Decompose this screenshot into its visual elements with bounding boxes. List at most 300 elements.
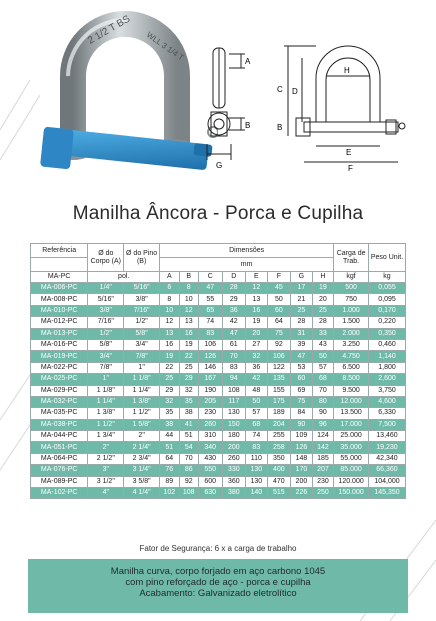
stamp-right: WLL 3 1/4 T <box>144 30 186 63</box>
cell-c: 74 <box>198 317 222 328</box>
cell-carga: 8.500 <box>334 374 369 385</box>
cell-g: 39 <box>291 339 313 350</box>
cell-a: 22 <box>160 362 179 373</box>
cell-h: 25 <box>312 305 334 316</box>
cell-b: 32 <box>179 385 198 396</box>
cell-f: 106 <box>267 351 291 362</box>
header-pol: pol. <box>88 272 160 283</box>
cell-ref: MA-022-PC <box>31 362 88 373</box>
cell-c: 146 <box>198 362 222 373</box>
cell-b: 19 <box>179 339 198 350</box>
cell-a: 76 <box>160 465 179 476</box>
cell-f: 258 <box>267 442 291 453</box>
cell-b: 25 <box>179 362 198 373</box>
table-row <box>31 408 406 419</box>
cell-corpo: 1/2" <box>88 328 124 339</box>
header-dimensoes: Dimensões <box>160 244 334 258</box>
cell-g: 17 <box>291 283 313 294</box>
cell-d: 83 <box>222 362 246 373</box>
cell-e: 130 <box>246 476 268 487</box>
cell-f: 175 <box>267 396 291 407</box>
cell-e: 57 <box>246 408 268 419</box>
cell-e: 32 <box>246 351 268 362</box>
cell-d: 61 <box>222 339 246 350</box>
cell-h: 70 <box>312 385 334 396</box>
cell-f: 50 <box>267 294 291 305</box>
cell-carga: 55.000 <box>334 453 369 464</box>
label-e: E <box>346 148 352 157</box>
label-d: D <box>292 87 298 96</box>
cell-e: 42 <box>246 374 268 385</box>
cell-ref: MA-013-PC <box>31 328 88 339</box>
cell-pino: 5/16" <box>124 283 160 294</box>
cell-ref: MA-032-PC <box>31 396 88 407</box>
cell-d: 260 <box>222 453 246 464</box>
table-row <box>31 305 406 316</box>
cell-h: 20 <box>312 294 334 305</box>
cell-peso: 13,460 <box>369 431 406 442</box>
cell-peso: 4,600 <box>369 396 406 407</box>
cell-carga: 3.250 <box>334 339 369 350</box>
cell-peso: 0,170 <box>369 305 406 316</box>
description-line-2: com pino reforçado de aço - porca e cupilha <box>125 577 311 588</box>
cell-c: 106 <box>198 339 222 350</box>
cell-carga: 2.000 <box>334 328 369 339</box>
cell-e: 12 <box>246 283 268 294</box>
cell-ref: MA-010-PC <box>31 305 88 316</box>
cell-a: 12 <box>160 317 179 328</box>
cell-f: 400 <box>267 465 291 476</box>
cell-ref: MA-089-PC <box>31 476 88 487</box>
cell-g: 60 <box>291 374 313 385</box>
cell-e: 68 <box>246 419 268 430</box>
cell-a: 89 <box>160 476 179 487</box>
cell-g: 25 <box>291 305 313 316</box>
cell-c: 550 <box>198 465 222 476</box>
cell-ref: MA-044-PC <box>31 431 88 442</box>
cell-e: 16 <box>246 305 268 316</box>
cell-c: 600 <box>198 476 222 487</box>
cell-e: 50 <box>246 396 268 407</box>
cell-peso: 0,460 <box>369 339 406 350</box>
cell-f: 515 <box>267 488 291 499</box>
cell-b: 86 <box>179 465 198 476</box>
cell-peso: 0,095 <box>369 294 406 305</box>
header-ref-sub: MA-PC <box>31 272 88 283</box>
cell-h: 50 <box>312 351 334 362</box>
description-line-1: Manilha curva, corpo forjado em aço carbono 1045 <box>110 566 326 577</box>
table-row <box>31 488 406 499</box>
table-row <box>31 396 406 407</box>
cell-peso: 66,360 <box>369 465 406 476</box>
cell-a: 25 <box>160 374 179 385</box>
label-b: B <box>245 121 251 130</box>
header-dim-f: F <box>267 272 291 283</box>
cell-d: 180 <box>222 431 246 442</box>
cell-c: 430 <box>198 453 222 464</box>
cell-f: 64 <box>267 317 291 328</box>
cell-ref: MA-025-PC <box>31 374 88 385</box>
cell-e: 20 <box>246 328 268 339</box>
cell-peso: 2,600 <box>369 374 406 385</box>
cell-g: 126 <box>291 442 313 453</box>
cell-f: 75 <box>267 328 291 339</box>
cell-f: 45 <box>267 283 291 294</box>
cell-ref: MA-029-PC <box>31 385 88 396</box>
cell-carga: 1.000 <box>334 305 369 316</box>
cell-ref: MA-038-PC <box>31 419 88 430</box>
header-blank <box>31 258 88 272</box>
cell-a: 13 <box>160 328 179 339</box>
cell-pino: 3/8" <box>124 294 160 305</box>
cell-a: 102 <box>160 488 179 499</box>
cell-f: 92 <box>267 339 291 350</box>
cell-pino: 1/2" <box>124 317 160 328</box>
cell-g: 109 <box>291 431 313 442</box>
cell-e: 130 <box>246 465 268 476</box>
cell-ref: MA-035-PC <box>31 408 88 419</box>
cell-d: 70 <box>222 351 246 362</box>
label-b-side: B <box>277 123 283 132</box>
cell-carga: 500 <box>334 283 369 294</box>
cell-e: 27 <box>246 339 268 350</box>
cell-h: 80 <box>312 396 334 407</box>
cell-f: 189 <box>267 408 291 419</box>
cell-pino: 7/8" <box>124 351 160 362</box>
label-c: C <box>277 85 283 94</box>
cell-h: 68 <box>312 374 334 385</box>
cell-pino: 1 3/8" <box>124 396 160 407</box>
cell-pino: 1 1/2" <box>124 408 160 419</box>
header-dim-b: B <box>179 272 198 283</box>
cell-pino: 3 1/4" <box>124 465 160 476</box>
cell-carga: 4.750 <box>334 351 369 362</box>
cell-b: 92 <box>179 476 198 487</box>
cell-d: 29 <box>222 294 246 305</box>
cell-h: 28 <box>312 317 334 328</box>
cell-d: 36 <box>222 305 246 316</box>
cell-pino: 3/4" <box>124 339 160 350</box>
cell-c: 190 <box>198 385 222 396</box>
cell-b: 10 <box>179 294 198 305</box>
header-dim-e: E <box>246 272 268 283</box>
cell-c: 47 <box>198 283 222 294</box>
cell-peso: 42,340 <box>369 453 406 464</box>
header-dim-d: D <box>222 272 246 283</box>
label-f: F <box>348 164 353 173</box>
cell-g: 28 <box>291 317 313 328</box>
header-dim-a: A <box>160 272 179 283</box>
cell-a: 64 <box>160 453 179 464</box>
cell-e: 74 <box>246 431 268 442</box>
cell-corpo: 2" <box>88 442 124 453</box>
cell-h: 142 <box>312 442 334 453</box>
cell-h: 230 <box>312 476 334 487</box>
shackle-photo <box>28 6 218 186</box>
cell-a: 6 <box>160 283 179 294</box>
cell-corpo: 1/4" <box>88 283 124 294</box>
cell-ref: MA-006-PC <box>31 283 88 294</box>
cell-f: 255 <box>267 431 291 442</box>
cell-b: 41 <box>179 419 198 430</box>
cell-g: 75 <box>291 396 313 407</box>
cell-d: 200 <box>222 442 246 453</box>
cell-carga: 9.500 <box>334 385 369 396</box>
cell-peso: 1,800 <box>369 362 406 373</box>
cell-d: 330 <box>222 465 246 476</box>
cell-h: 33 <box>312 328 334 339</box>
cell-ref: MA-008-PC <box>31 294 88 305</box>
cell-e: 13 <box>246 294 268 305</box>
cell-c: 630 <box>198 488 222 499</box>
table-row <box>31 294 406 305</box>
cell-f: 122 <box>267 362 291 373</box>
cell-ref: MA-012-PC <box>31 317 88 328</box>
side-view-diagram <box>268 36 418 176</box>
cell-carga: 1.500 <box>334 317 369 328</box>
header-mm: mm <box>160 258 334 272</box>
cell-pino: 1 1/4" <box>124 385 160 396</box>
cell-pino: 1 5/8" <box>124 419 160 430</box>
cell-d: 130 <box>222 408 246 419</box>
cell-c: 83 <box>198 328 222 339</box>
cell-corpo: 3/4" <box>88 351 124 362</box>
cell-b: 22 <box>179 351 198 362</box>
header-kg: kg <box>369 272 406 283</box>
cell-peso: 0,220 <box>369 317 406 328</box>
table-row <box>31 476 406 487</box>
cell-d: 150 <box>222 419 246 430</box>
label-g: G <box>216 161 223 170</box>
cell-g: 53 <box>291 362 313 373</box>
table-row <box>31 362 406 373</box>
cell-g: 170 <box>291 465 313 476</box>
cell-h: 124 <box>312 431 334 442</box>
cell-d: 360 <box>222 476 246 487</box>
cell-corpo: 3/8" <box>88 305 124 316</box>
cell-c: 167 <box>198 374 222 385</box>
cell-c: 310 <box>198 431 222 442</box>
cell-carga: 25.000 <box>334 431 369 442</box>
table-row <box>31 339 406 350</box>
cell-peso: 145,350 <box>369 488 406 499</box>
cell-b: 38 <box>179 408 198 419</box>
table-row <box>31 431 406 442</box>
cell-peso: 3,750 <box>369 385 406 396</box>
cell-a: 19 <box>160 351 179 362</box>
cell-carga: 750 <box>334 294 369 305</box>
header-carga: Carga de Trab. <box>334 244 369 272</box>
cell-e: 83 <box>246 442 268 453</box>
table-row <box>31 283 406 294</box>
table-row <box>31 385 406 396</box>
cell-pino: 1" <box>124 362 160 373</box>
cell-carga: 120.000 <box>334 476 369 487</box>
cell-h: 90 <box>312 408 334 419</box>
cell-pino: 4 1/4" <box>124 488 160 499</box>
header-pino: Ø do Pino (B) <box>124 244 160 272</box>
spec-table-body <box>31 283 406 499</box>
cell-b: 54 <box>179 442 198 453</box>
cell-b: 35 <box>179 396 198 407</box>
cell-d: 28 <box>222 283 246 294</box>
cell-pino: 2" <box>124 431 160 442</box>
table-row <box>31 328 406 339</box>
header-corpo: Ø do Corpo (A) <box>88 244 124 272</box>
cell-peso: 19,230 <box>369 442 406 453</box>
page-title: Manilha Âncora - Porca e Cupilha <box>72 203 364 224</box>
header-dim-c: C <box>198 272 222 283</box>
cell-h: 207 <box>312 465 334 476</box>
cell-b: 13 <box>179 317 198 328</box>
spec-table <box>30 243 406 499</box>
cell-b: 16 <box>179 328 198 339</box>
cell-carga: 6.500 <box>334 362 369 373</box>
cell-d: 117 <box>222 396 246 407</box>
cell-peso: 7,500 <box>369 419 406 430</box>
cell-d: 42 <box>222 317 246 328</box>
cell-g: 200 <box>291 476 313 487</box>
label-a: A <box>245 57 251 66</box>
cell-c: 55 <box>198 294 222 305</box>
cell-e: 19 <box>246 317 268 328</box>
cell-carga: 13.500 <box>334 408 369 419</box>
cell-a: 51 <box>160 442 179 453</box>
cell-a: 16 <box>160 339 179 350</box>
cell-c: 230 <box>198 408 222 419</box>
cell-h: 19 <box>312 283 334 294</box>
front-view-diagram <box>205 44 275 174</box>
cell-peso: 0,350 <box>369 328 406 339</box>
cell-corpo: 7/8" <box>88 362 124 373</box>
cell-b: 8 <box>179 283 198 294</box>
cell-f: 135 <box>267 374 291 385</box>
cell-f: 350 <box>267 453 291 464</box>
cell-b: 108 <box>179 488 198 499</box>
cell-pino: 2 3/4" <box>124 453 160 464</box>
cell-carga: 35.000 <box>334 442 369 453</box>
cell-a: 35 <box>160 408 179 419</box>
cell-peso: 0,055 <box>369 283 406 294</box>
cell-corpo: 1" <box>88 374 124 385</box>
cell-g: 69 <box>291 385 313 396</box>
cell-pino: 2 1/4" <box>124 442 160 453</box>
cell-c: 340 <box>198 442 222 453</box>
cell-g: 47 <box>291 351 313 362</box>
cell-ref: MA-019-PC <box>31 351 88 362</box>
cell-pino: 1 1/8" <box>124 374 160 385</box>
cell-d: 380 <box>222 488 246 499</box>
table-row <box>31 465 406 476</box>
cell-g: 226 <box>291 488 313 499</box>
cell-corpo: 5/8" <box>88 339 124 350</box>
cell-c: 126 <box>198 351 222 362</box>
table-row <box>31 317 406 328</box>
cell-ref: MA-016-PC <box>31 339 88 350</box>
cell-pino: 7/16" <box>124 305 160 316</box>
cell-a: 8 <box>160 294 179 305</box>
cell-d: 94 <box>222 374 246 385</box>
cell-f: 204 <box>267 419 291 430</box>
cell-corpo: 1 3/4" <box>88 431 124 442</box>
safety-factor-note: Fator de Segurança: 6 x a carga de trabalho <box>139 544 297 553</box>
cell-corpo: 3" <box>88 465 124 476</box>
cell-h: 57 <box>312 362 334 373</box>
cell-e: 48 <box>246 385 268 396</box>
cell-a: 32 <box>160 396 179 407</box>
cell-corpo: 4" <box>88 488 124 499</box>
cell-g: 31 <box>291 328 313 339</box>
stamp-left: 2 1/2 T BS <box>86 13 133 47</box>
cell-h: 250 <box>312 488 334 499</box>
cell-corpo: 1 1/2" <box>88 419 124 430</box>
cell-corpo: 2 1/2" <box>88 453 124 464</box>
cell-d: 108 <box>222 385 246 396</box>
cell-f: 60 <box>267 305 291 316</box>
cell-corpo: 1 1/8" <box>88 385 124 396</box>
description-line-3: Acabamento: Galvanizado eletrolítico <box>139 588 297 599</box>
cell-f: 470 <box>267 476 291 487</box>
cell-corpo: 5/16" <box>88 294 124 305</box>
cell-a: 29 <box>160 385 179 396</box>
table-row <box>31 419 406 430</box>
cell-e: 110 <box>246 453 268 464</box>
cell-e: 36 <box>246 362 268 373</box>
cell-a: 44 <box>160 431 179 442</box>
cell-pino: 5/8" <box>124 328 160 339</box>
cell-h: 43 <box>312 339 334 350</box>
cell-corpo: 3 1/2" <box>88 476 124 487</box>
cell-a: 10 <box>160 305 179 316</box>
cell-a: 38 <box>160 419 179 430</box>
cell-b: 29 <box>179 374 198 385</box>
cell-d: 47 <box>222 328 246 339</box>
cell-carga: 150.000 <box>334 488 369 499</box>
header-dim-h: H <box>312 272 334 283</box>
cell-ref: MA-076-PC <box>31 465 88 476</box>
cell-b: 12 <box>179 305 198 316</box>
cell-c: 65 <box>198 305 222 316</box>
header-dim-g: G <box>291 272 313 283</box>
cell-g: 21 <box>291 294 313 305</box>
cell-g: 148 <box>291 453 313 464</box>
cell-corpo: 1 1/4" <box>88 396 124 407</box>
label-h: H <box>344 66 350 75</box>
header-kgf: kgf <box>334 272 369 283</box>
cell-carga: 85.000 <box>334 465 369 476</box>
description-box <box>28 559 408 613</box>
cell-ref: MA-064-PC <box>31 453 88 464</box>
cell-pino: 3 5/8" <box>124 476 160 487</box>
cell-carga: 17.000 <box>334 419 369 430</box>
cell-c: 260 <box>198 419 222 430</box>
table-row <box>31 351 406 362</box>
cell-g: 84 <box>291 408 313 419</box>
cell-corpo: 7/16" <box>88 317 124 328</box>
table-row <box>31 442 406 453</box>
cell-corpo: 1 3/8" <box>88 408 124 419</box>
cell-c: 205 <box>198 396 222 407</box>
cell-b: 70 <box>179 453 198 464</box>
cell-e: 140 <box>246 488 268 499</box>
cell-ref: MA-051-PC <box>31 442 88 453</box>
cell-h: 96 <box>312 419 334 430</box>
cell-b: 51 <box>179 431 198 442</box>
cell-ref: MA-102-PC <box>31 488 88 499</box>
cell-peso: 6,330 <box>369 408 406 419</box>
table-row <box>31 374 406 385</box>
table-row <box>31 453 406 464</box>
